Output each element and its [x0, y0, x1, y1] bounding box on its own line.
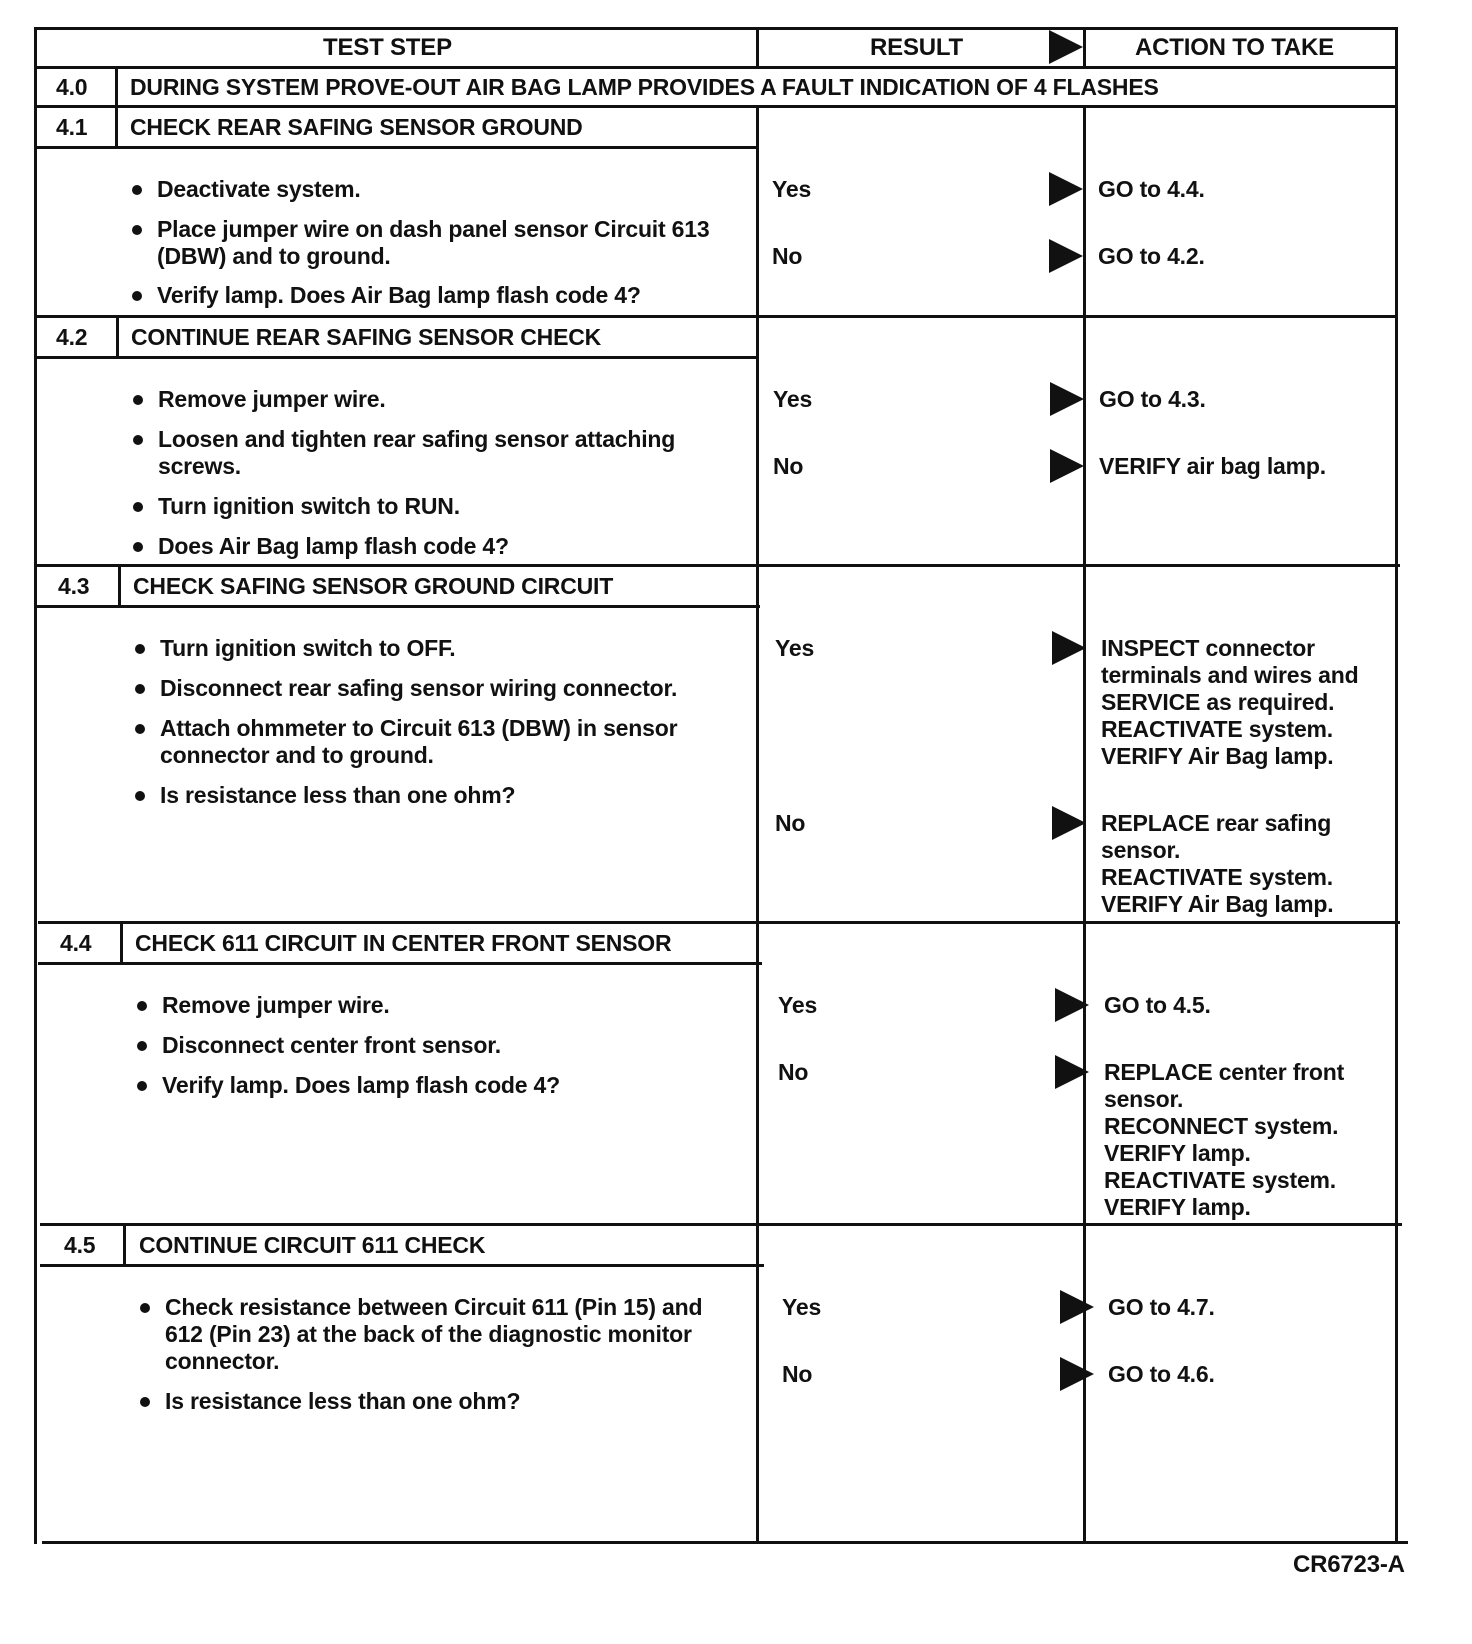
- action-no: VERIFY lamp.: [1104, 1140, 1251, 1166]
- intro-number: 4.0: [56, 74, 88, 100]
- step-title: CHECK SAFING SENSOR GROUND CIRCUIT: [133, 573, 614, 599]
- step-bullet: Verify lamp. Does Air Bag lamp flash code 4?: [157, 282, 641, 308]
- action-yes: GO to 4.3.: [1099, 386, 1206, 412]
- step-bullet: Check resistance between Circuit 611 (Pin 15) and: [165, 1294, 703, 1320]
- result-arrow-icon: [1049, 172, 1083, 206]
- table-bottom-border: [42, 1541, 1408, 1544]
- result-arrow-icon: [1060, 1357, 1094, 1391]
- action-yes: terminals and wires and: [1101, 662, 1359, 688]
- result-arrow-icon: [1055, 1055, 1089, 1089]
- result-arrow-icon: [1052, 806, 1086, 840]
- step-title: CONTINUE REAR SAFING SENSOR CHECK: [131, 324, 602, 350]
- action-yes: SERVICE as required.: [1101, 689, 1335, 715]
- intro-bottom-border: [34, 105, 1398, 108]
- result-arrow-icon: [1055, 988, 1089, 1022]
- action-yes: INSPECT connector: [1101, 635, 1315, 661]
- result-arrow-icon: [1049, 239, 1083, 273]
- action-no: VERIFY Air Bag lamp.: [1101, 891, 1334, 917]
- table-right-border: [1395, 27, 1398, 1544]
- action-yes: REACTIVATE system.: [1101, 716, 1333, 742]
- step-title: CONTINUE CIRCUIT 611 CHECK: [139, 1232, 486, 1258]
- header-test-step: TEST STEP: [323, 34, 452, 61]
- result-no: No: [775, 810, 806, 836]
- step-bullet: Does Air Bag lamp flash code 4?: [158, 533, 509, 559]
- step-divider: [38, 921, 1400, 924]
- action-no: RECONNECT system.: [1104, 1113, 1339, 1139]
- step-number-border: [116, 315, 119, 357]
- step-bullet: Remove jumper wire.: [158, 386, 386, 412]
- action-no: REACTIVATE system.: [1104, 1167, 1336, 1193]
- step-number-border: [118, 564, 121, 606]
- table-left-border: [34, 27, 37, 1544]
- step-number: 4.5: [64, 1232, 96, 1258]
- step-bullet: Place jumper wire on dash panel sensor Circuit 613: [157, 216, 710, 242]
- step-title-bottom: [38, 962, 762, 965]
- result-yes: Yes: [773, 386, 813, 412]
- action-no: sensor.: [1101, 837, 1181, 863]
- result-arrow-icon: [1050, 382, 1084, 416]
- step-title-bottom: [34, 146, 758, 149]
- result-column-border: [756, 27, 759, 67]
- result-no: No: [782, 1361, 813, 1387]
- result-no: No: [773, 453, 804, 479]
- action-no: sensor.: [1104, 1086, 1184, 1112]
- result-arrow-icon: [1052, 631, 1086, 665]
- result-arrow-icon: [1060, 1290, 1094, 1324]
- result-yes: Yes: [772, 176, 812, 202]
- step-bullet: Remove jumper wire.: [162, 992, 390, 1018]
- header-action: ACTION TO TAKE: [1135, 34, 1334, 61]
- step-bullet: Deactivate system.: [157, 176, 361, 202]
- step-divider: [34, 315, 1398, 318]
- step-bullet-continuation: connector.: [165, 1348, 280, 1374]
- step-number-border: [115, 105, 118, 147]
- step-number-border: [123, 1223, 126, 1265]
- step-bullet: Verify lamp. Does lamp flash code 4?: [162, 1072, 560, 1098]
- step-bullet: Loosen and tighten rear safing sensor attaching: [158, 426, 676, 452]
- step-title: CHECK REAR SAFING SENSOR GROUND: [130, 114, 583, 140]
- intro-number-border: [115, 66, 118, 106]
- header-arrow-icon: [1049, 30, 1083, 64]
- step-title: CHECK 611 CIRCUIT IN CENTER FRONT SENSOR: [135, 930, 672, 956]
- step-title-bottom: [40, 1264, 764, 1267]
- step-bullet-continuation: screws.: [158, 453, 241, 479]
- result-column-border: [756, 105, 759, 1544]
- action-no: GO to 4.6.: [1108, 1361, 1215, 1387]
- action-yes: GO to 4.5.: [1104, 992, 1211, 1018]
- action-no: REPLACE rear safing: [1101, 810, 1332, 836]
- figure-code: CR6723-A: [1293, 1551, 1405, 1578]
- action-no: VERIFY air bag lamp.: [1099, 453, 1326, 479]
- step-bullet-continuation: 612 (Pin 23) at the back of the diagnostic monitor: [165, 1321, 692, 1347]
- result-no: No: [778, 1059, 809, 1085]
- step-bullet-continuation: connector and to ground.: [160, 742, 434, 768]
- step-divider: [40, 1223, 1402, 1226]
- step-title-bottom: [36, 605, 760, 608]
- step-number: 4.2: [56, 324, 88, 350]
- result-arrow-icon: [1050, 449, 1084, 483]
- step-bullet: Disconnect rear safing sensor wiring connector.: [160, 675, 678, 701]
- step-bullet: Attach ohmmeter to Circuit 613 (DBW) in sensor: [160, 715, 678, 741]
- header-result: RESULT: [870, 34, 964, 61]
- step-number: 4.1: [56, 114, 88, 140]
- action-no: VERIFY lamp.: [1104, 1194, 1251, 1220]
- step-bullet: Is resistance less than one ohm?: [165, 1388, 521, 1414]
- table-top-border: [34, 27, 1398, 30]
- result-yes: Yes: [778, 992, 818, 1018]
- step-title-bottom: [34, 356, 758, 359]
- intro-text: DURING SYSTEM PROVE-OUT AIR BAG LAMP PROVIDES A FAULT INDICATION OF 4 FLASHES: [130, 74, 1159, 100]
- step-number: 4.3: [58, 573, 90, 599]
- action-no: REPLACE center front: [1104, 1059, 1345, 1085]
- step-bullet: Disconnect center front sensor.: [162, 1032, 501, 1058]
- step-bullet-continuation: (DBW) and to ground.: [157, 243, 391, 269]
- step-bullet: Is resistance less than one ohm?: [160, 782, 516, 808]
- action-no: REACTIVATE system.: [1101, 864, 1333, 890]
- header-bottom-border: [34, 66, 1398, 69]
- result-no: No: [772, 243, 803, 269]
- action-yes: GO to 4.7.: [1108, 1294, 1215, 1320]
- step-number: 4.4: [60, 930, 92, 956]
- step-divider: [36, 564, 1400, 567]
- action-yes: GO to 4.4.: [1098, 176, 1205, 202]
- step-bullet: Turn ignition switch to RUN.: [158, 493, 460, 519]
- step-number-border: [120, 921, 123, 963]
- action-column-border: [1083, 27, 1086, 67]
- action-yes: VERIFY Air Bag lamp.: [1101, 743, 1334, 769]
- step-bullet: Turn ignition switch to OFF.: [160, 635, 456, 661]
- result-yes: Yes: [775, 635, 815, 661]
- result-yes: Yes: [782, 1294, 822, 1320]
- action-no: GO to 4.2.: [1098, 243, 1205, 269]
